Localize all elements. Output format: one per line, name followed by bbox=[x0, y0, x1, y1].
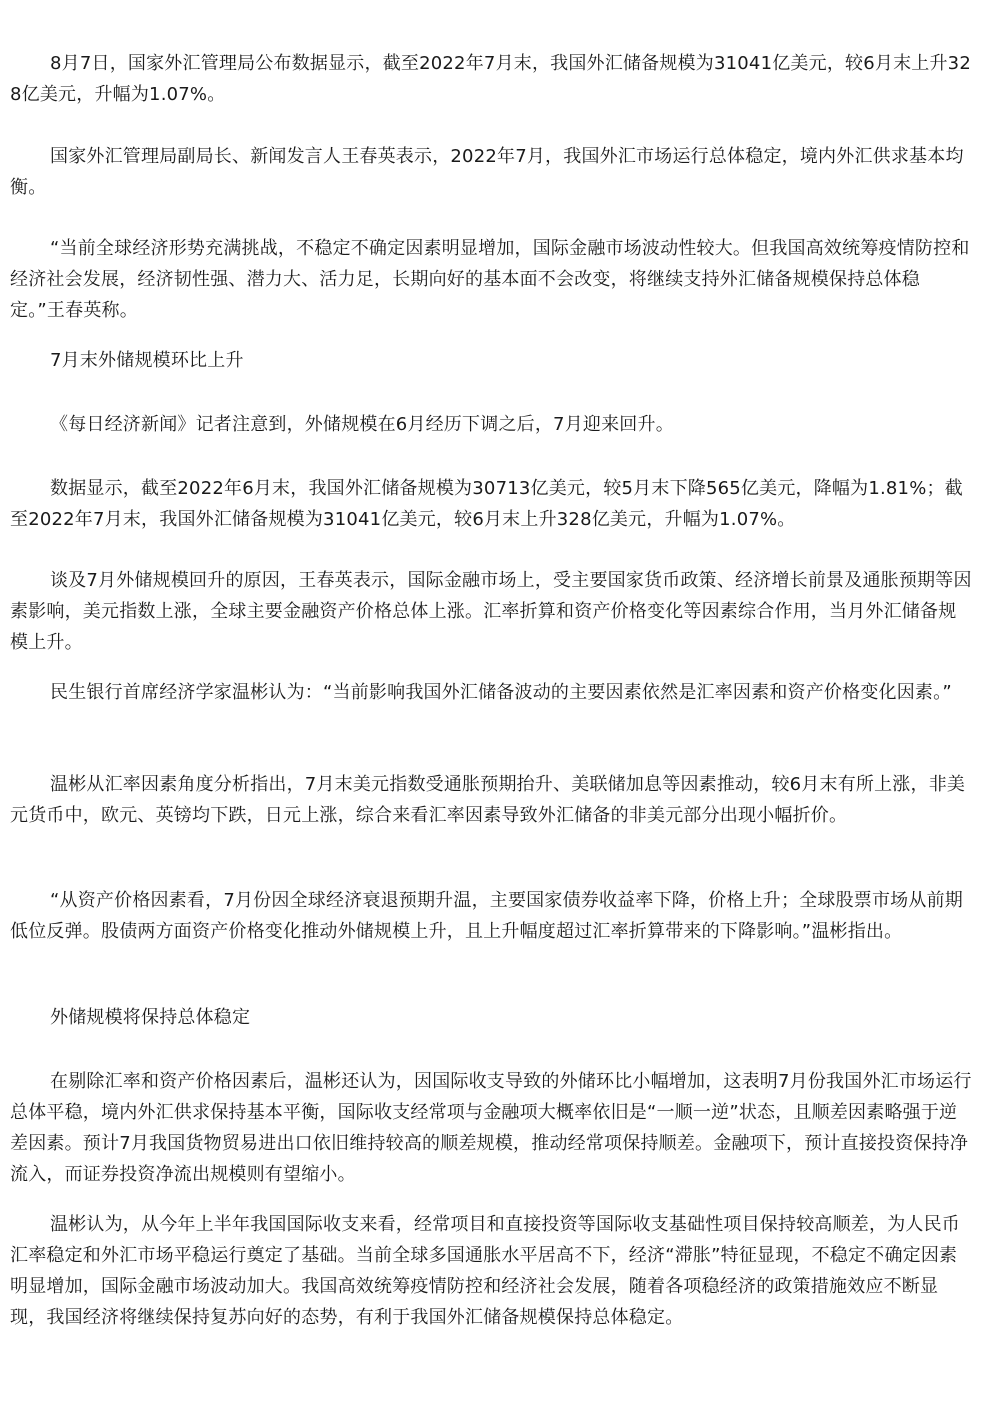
paragraph-rise-reasons: 谈及7月外储规模回升的原因，王春英表示，国际金融市场上，受主要国家货币政策、经济增长前景及通胀预期等因素影响，美元指数上涨，全球主要金融资产价格总体上涨。汇率折算和资产价格变化等因素综合作用，当月外汇储备规模上升。 bbox=[10, 570, 972, 653]
paragraph-reserve-data: 8月7日，国家外汇管理局公布数据显示，截至2022年7月末，我国外汇储备规模为31041亿美元，较6月末上升328亿美元，升幅为1.07%。 bbox=[10, 53, 971, 105]
paragraph-exchange-rate: 温彬从汇率因素角度分析指出，7月末美元指数受通胀预期抬升、美联储加息等因素推动，较6月末有所上涨，非美元货币中，欧元、英镑均下跌，日元上涨，综合来看汇率因素导致外汇储备的非美元部分出现小幅折价。 bbox=[10, 774, 966, 826]
paragraph-data-comparison: 数据显示，截至2022年6月末，我国外汇储备规模为30713亿美元，较5月末下降565亿美元，降幅为1.81%；截至2022年7月末，我国外汇储备规模为31041亿美元，较6月末上升328亿美元，升幅为1.07%。 bbox=[10, 478, 963, 530]
paragraph-asset-price: “从资产价格因素看，7月份因全球经济衰退预期升温，主要国家债券收益率下降，价格上升；全球股票市场从前期低位反弹。股债两方面资产价格变化推动外储规模上升，且上升幅度超过汇率折算带来的下降影响。”温彬指出。 bbox=[10, 890, 963, 942]
paragraph-outlook: 温彬认为，从今年上半年我国国际收支来看，经常项目和直接投资等国际收支基础性项目保持较高顺差，为人民币汇率稳定和外汇市场平稳运行奠定了基础。当前全球多国通胀水平居高不下，经济“滞胀”特征显现，不稳定不确定因素明显增加，国际金融市场波动加大。我国高效统筹疫情防控和经济社会发展，随着各项稳经济的政策措施效应不断显现，我国经济将继续保持复苏向好的态势，有利于我国外汇储备规模保持总体稳定。 bbox=[10, 1214, 960, 1328]
paragraph-wen-bin-view: 民生银行首席经济学家温彬认为：“当前影响我国外汇储备波动的主要因素依然是汇率因素和资产价格变化因素。” bbox=[50, 682, 952, 703]
section-heading-stability: 外储规模将保持总体稳定 bbox=[50, 1007, 251, 1028]
paragraph-reporter-note: 《每日经济新闻》记者注意到，外储规模在6月经历下调之后，7月迎来回升。 bbox=[50, 414, 674, 435]
paragraph-quote-wang: “当前全球经济形势充满挑战，不稳定不确定因素明显增加，国际金融市场波动性较大。但我国高效统筹疫情防控和经济社会发展，经济韧性强、潜力大、活力足，长期向好的基本面不会改变，将继续支持外汇储备规模保持总体稳定。”王春英称。 bbox=[10, 238, 970, 321]
paragraph-balance-of-payments: 在剔除汇率和资产价格因素后，温彬还认为，因国际收支导致的外储环比小幅增加，这表明7月份我国外汇市场运行总体平稳，境内外汇供求保持基本平衡，国际收支经常项与金融项大概率依旧是“一顺一逆”状态，且顺差因素略强于逆差因素。预计7月我国货物贸易进出口依旧维持较高的顺差规模，推动经常项保持顺差。金融项下，预计直接投资保持净流入，而证券投资净流出规模则有望缩小。 bbox=[10, 1071, 972, 1185]
paragraph-spokesperson: 国家外汇管理局副局长、新闻发言人王春英表示，2022年7月，我国外汇市场运行总体稳定，境内外汇供求基本均衡。 bbox=[10, 146, 964, 198]
section-heading-july-rise: 7月末外储规模环比上升 bbox=[50, 350, 244, 371]
